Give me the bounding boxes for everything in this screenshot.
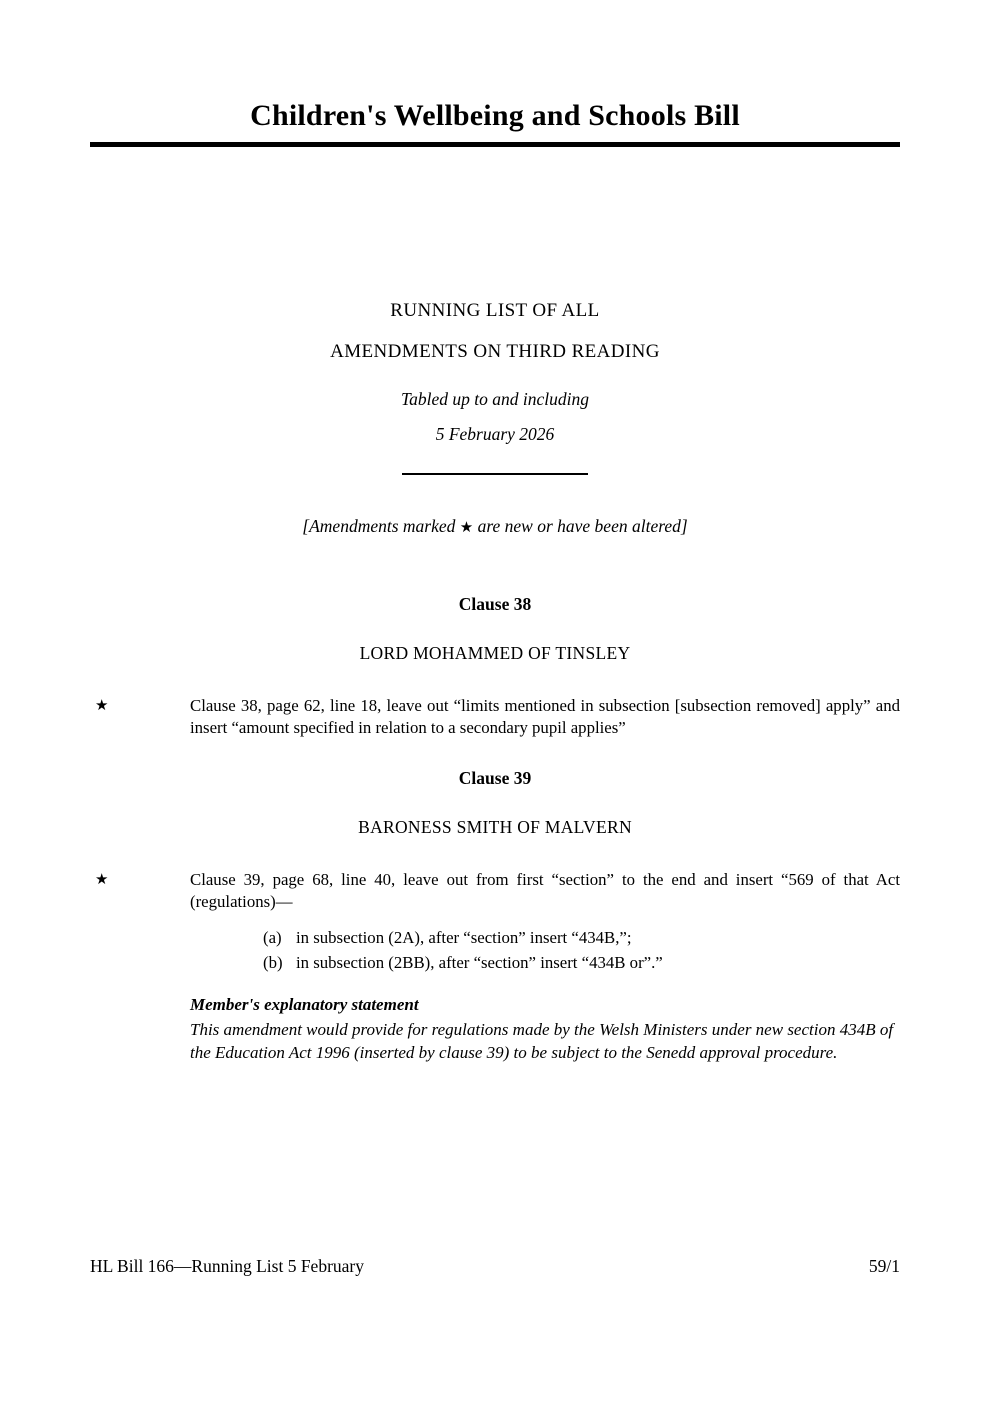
star-icon: ★ <box>459 519 474 536</box>
footer-bill-reference: HL Bill 166—Running List 5 February <box>90 1256 364 1276</box>
explanatory-statement <box>190 995 900 1064</box>
new-amendment-star-icon: ★ <box>95 697 109 714</box>
document-header <box>90 300 900 537</box>
footer-page-number: 59/1 <box>868 1256 900 1276</box>
amendment-clause-39 <box>95 869 900 1064</box>
tabled-date: 5 February 2026 <box>435 423 555 444</box>
star-legend-suffix: are new or have been altered] <box>473 515 688 536</box>
clause-38-heading: Clause 38 <box>458 593 532 614</box>
subitem-label: (b) <box>263 952 283 972</box>
star-legend-prefix: [Amendments marked <box>302 515 460 536</box>
new-amendment-star-icon: ★ <box>95 871 109 888</box>
running-list-heading-line2: AMENDMENTS ON THIRD READING <box>330 340 660 362</box>
star-legend <box>90 516 900 537</box>
page-title: Children's Wellbeing and Schools Bill <box>250 99 740 132</box>
amendment-subitem-a <box>263 925 900 950</box>
amendment-text: Clause 39, page 68, line 40, leave out from first “section” to the end and insert “569 of that Act (regulations)— <box>190 869 900 911</box>
subitem-label: (a) <box>263 927 282 947</box>
amendment-text: Clause 38, page 62, line 18, leave out “limits mentioned in subsection [subsection removed] apply” and insert “amount specified in relation to a secondary pupil applies” <box>190 695 900 737</box>
explanatory-statement-text: This amendment would provide for regulations made by the Welsh Ministers under new section 434B of the Education Act 1996 (inserted by clause 39) to be subject to the Senedd approval procedure. <box>190 1019 894 1062</box>
clause-38-section <box>90 594 900 739</box>
amendment-subitem-b <box>263 950 900 975</box>
subitem-text: in subsection (2A), after “section” insert “434B,”; <box>296 927 632 947</box>
tabled-up-to-note: Tabled up to and including <box>401 388 589 409</box>
page-footer <box>90 1256 900 1277</box>
running-list-heading-line1: RUNNING LIST OF ALL <box>390 299 600 321</box>
title-double-rule <box>90 142 900 147</box>
explanatory-statement-heading: Member's explanatory statement <box>190 994 419 1014</box>
clause-39-section <box>90 768 900 1064</box>
separator-rule <box>402 473 588 475</box>
amendment-clause-38 <box>95 695 900 739</box>
subitem-text: in subsection (2BB), after “section” insert “434B or”.” <box>296 952 663 972</box>
amendment-subitems <box>190 925 900 975</box>
clause-39-sponsor-name: BARONESS SMITH OF MALVERN <box>358 816 632 837</box>
clause-38-sponsor-name: LORD MOHAMMED OF TINSLEY <box>359 642 631 663</box>
clause-39-heading: Clause 39 <box>458 767 532 788</box>
